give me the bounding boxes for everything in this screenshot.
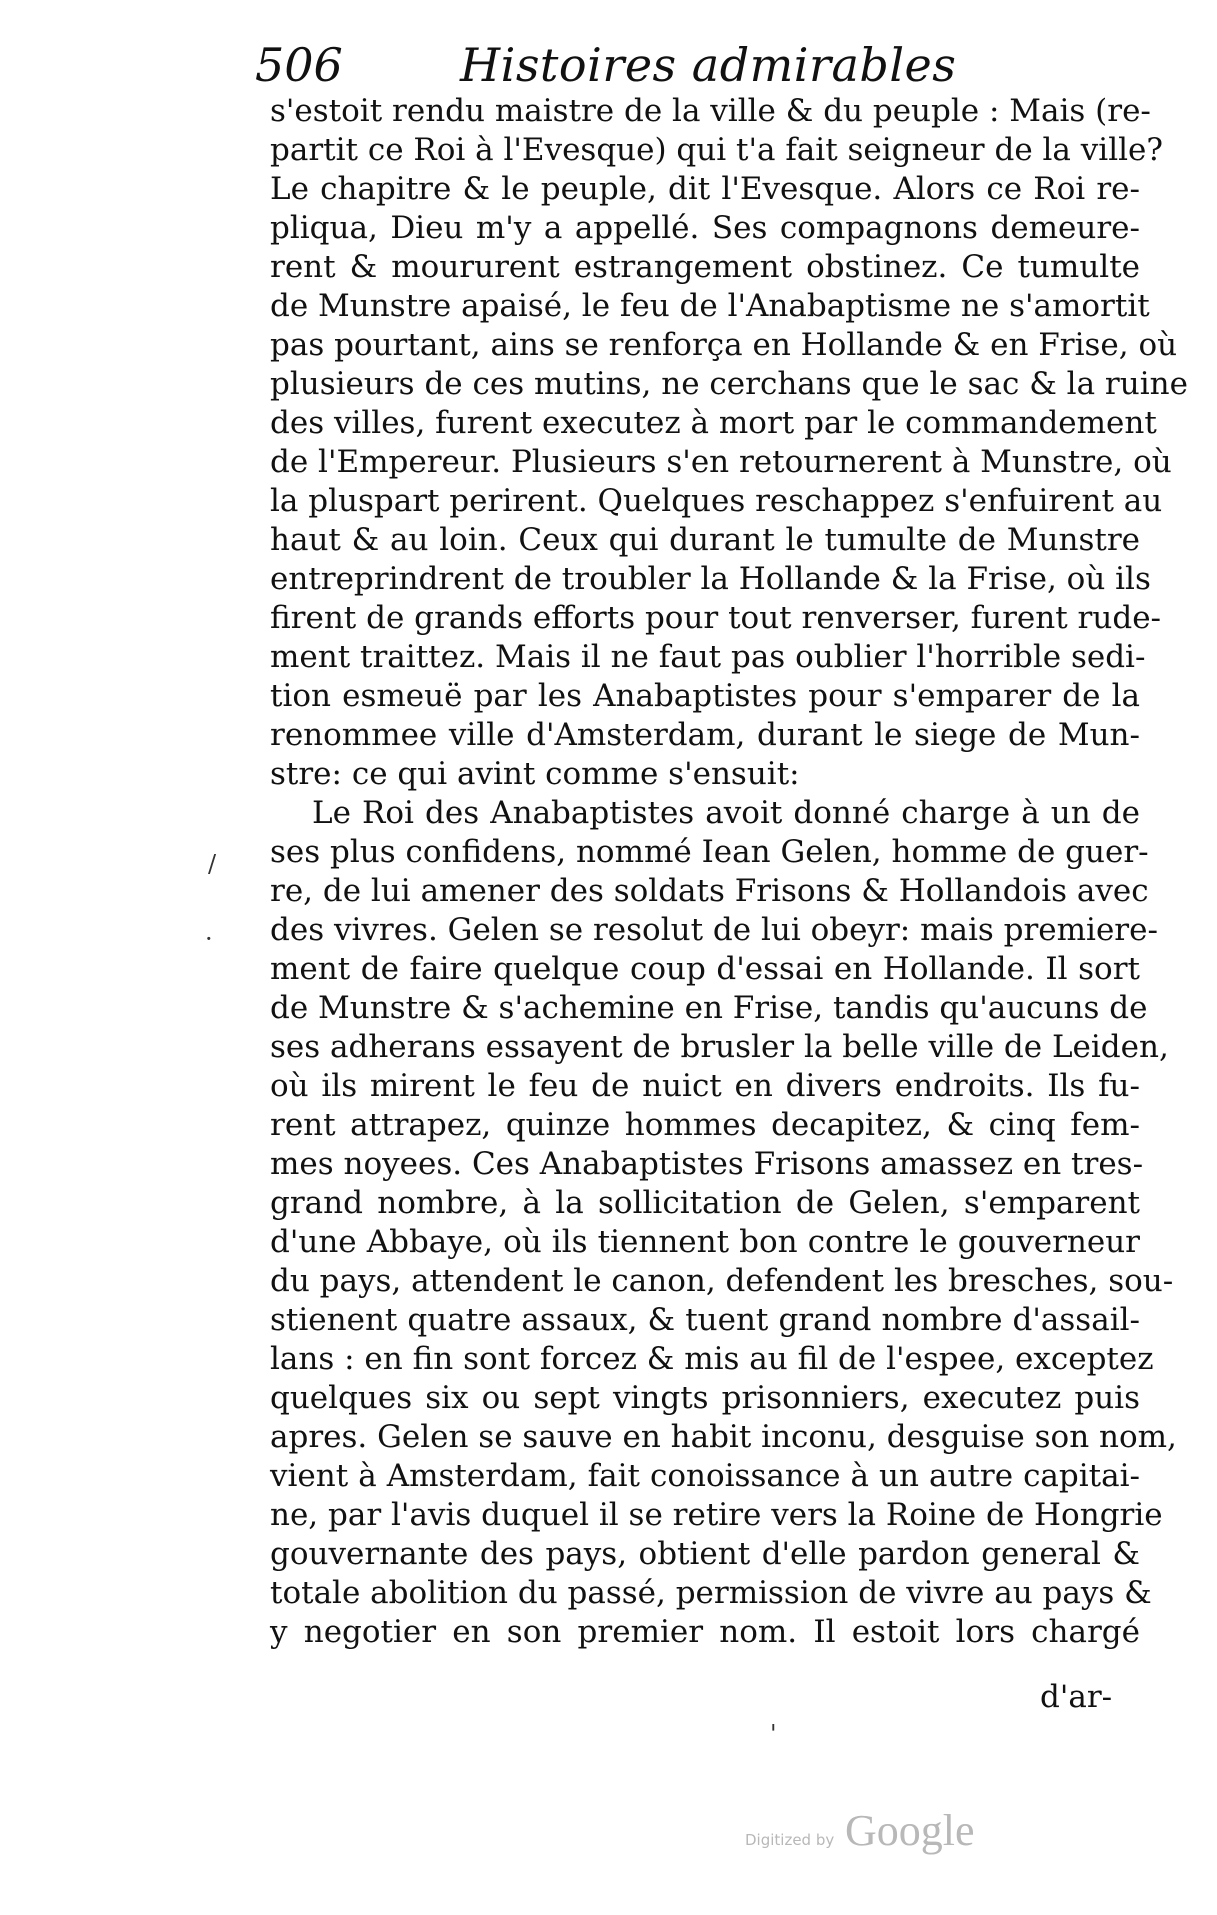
text-line: entreprindrent de troubler la Hollande & la Frise, où ils [270,561,1151,597]
text-line: grand nombre, à la sollicitation de Gelen, s'emparent [270,1185,1140,1221]
text-line: la pluspart perirent. Quelques reschappez s'enfuirent au [270,483,1163,519]
text-line: de l'Empereur. Plusieurs s'en retournerent à Munstre, où [270,444,1172,480]
text-line: des villes, furent executez à mort par le commandement [270,405,1157,441]
text-line: pliqua, Dieu m'y a appellé. Ses compagnons demeure- [270,210,1140,246]
text-line: ment de faire quelque coup d'essai en Hollande. Il sort [270,951,1140,987]
text-line: rent attrapez, quinze hommes decapitez, & cinq fem- [270,1107,1140,1143]
watermark-prefix: Digitized by [745,1831,835,1849]
page-number: 506 [255,38,343,92]
text-line: ment traittez. Mais il ne faut pas oublier l'horrible sedi- [270,639,1146,675]
text-line: de Munstre & s'achemine en Frise, tandis qu'aucuns de [270,990,1148,1026]
text-line: ses adherans essayent de brusler la belle ville de Leiden, [270,1029,1169,1065]
text-line: gouvernante des pays, obtient d'elle pardon general & [270,1536,1140,1572]
text-line: pas pourtant, ains se renforça en Hollande & en Frise, où [270,327,1178,363]
body-text [270,92,1188,1652]
text-line: rent & moururent estrangement obstinez. Ce tumulte [270,249,1140,285]
margin-mark: ' [770,1720,777,1748]
margin-mark: · [205,925,213,953]
margin-mark: / [208,850,217,878]
text-line: de Munstre apaisé, le feu de l'Anabaptisme ne s'amortit [270,288,1150,324]
page-header [255,30,1135,100]
text-line: du pays, attendent le canon, defendent les bresches, sou- [270,1263,1174,1299]
text-line: renommee ville d'Amsterdam, durant le siege de Mun- [270,717,1140,753]
text-line: s'estoit rendu maistre de la ville & du peuple : Mais (re- [270,93,1151,129]
running-title: Histoires admirables [460,38,957,92]
text-line: firent de grands efforts pour tout renverser, furent rude- [270,600,1162,636]
text-line: d'une Abbaye, où ils tiennent bon contre le gouverneur [270,1224,1140,1260]
text-line: quelques six ou sept vingts prisonniers, executez puis [270,1380,1140,1416]
text-line: y negotier en son premier nom. Il estoit lors chargé [270,1614,1140,1650]
text-line: plusieurs de ces mutins, ne cerchans que le sac & la ruine [270,366,1188,402]
text-line: apres. Gelen se sauve en habit inconu, desguise son nom, [270,1419,1177,1455]
digitized-watermark [745,1803,1005,1863]
text-line: stienent quatre assaux, & tuent grand nombre d'assail- [270,1302,1140,1338]
text-line: re, de lui amener des soldats Frisons & Hollandois avec [270,873,1149,909]
text-line: où ils mirent le feu de nuict en divers endroits. Ils fu- [270,1068,1140,1104]
text-line: vient à Amsterdam, fait conoissance à un autre capitai- [270,1458,1140,1494]
text-line: mes noyees. Ces Anabaptistes Frisons amassez en tres- [270,1146,1144,1182]
text-line: stre: ce qui avint comme s'ensuit: [270,756,800,792]
text-line: lans : en fin sont forcez & mis au fil de l'espee, exceptez [270,1341,1154,1377]
text-line: totale abolition du passé, permission de vivre au pays & [270,1575,1152,1611]
google-logo: Google [845,1806,975,1855]
text-line: des vivres. Gelen se resolut de lui obeyr: mais premiere- [270,912,1158,948]
text-line: ne, par l'avis duquel il se retire vers la Roine de Hongrie [270,1497,1163,1533]
text-line: ses plus confidens, nommé Iean Gelen, homme de guer- [270,834,1149,870]
catchword: d'ar- [1040,1679,1113,1715]
text-line: tion esmeuë par les Anabaptistes pour s'emparer de la [270,678,1140,714]
text-line: partit ce Roi à l'Evesque) qui t'a fait seigneur de la ville? [270,132,1163,168]
text-line: Le chapitre & le peuple, dit l'Evesque. Alors ce Roi re- [270,171,1140,207]
paragraph-start-line: Le Roi des Anabaptistes avoit donné charge à un de [312,795,1140,831]
text-line: haut & au loin. Ceux qui durant le tumulte de Munstre [270,522,1140,558]
